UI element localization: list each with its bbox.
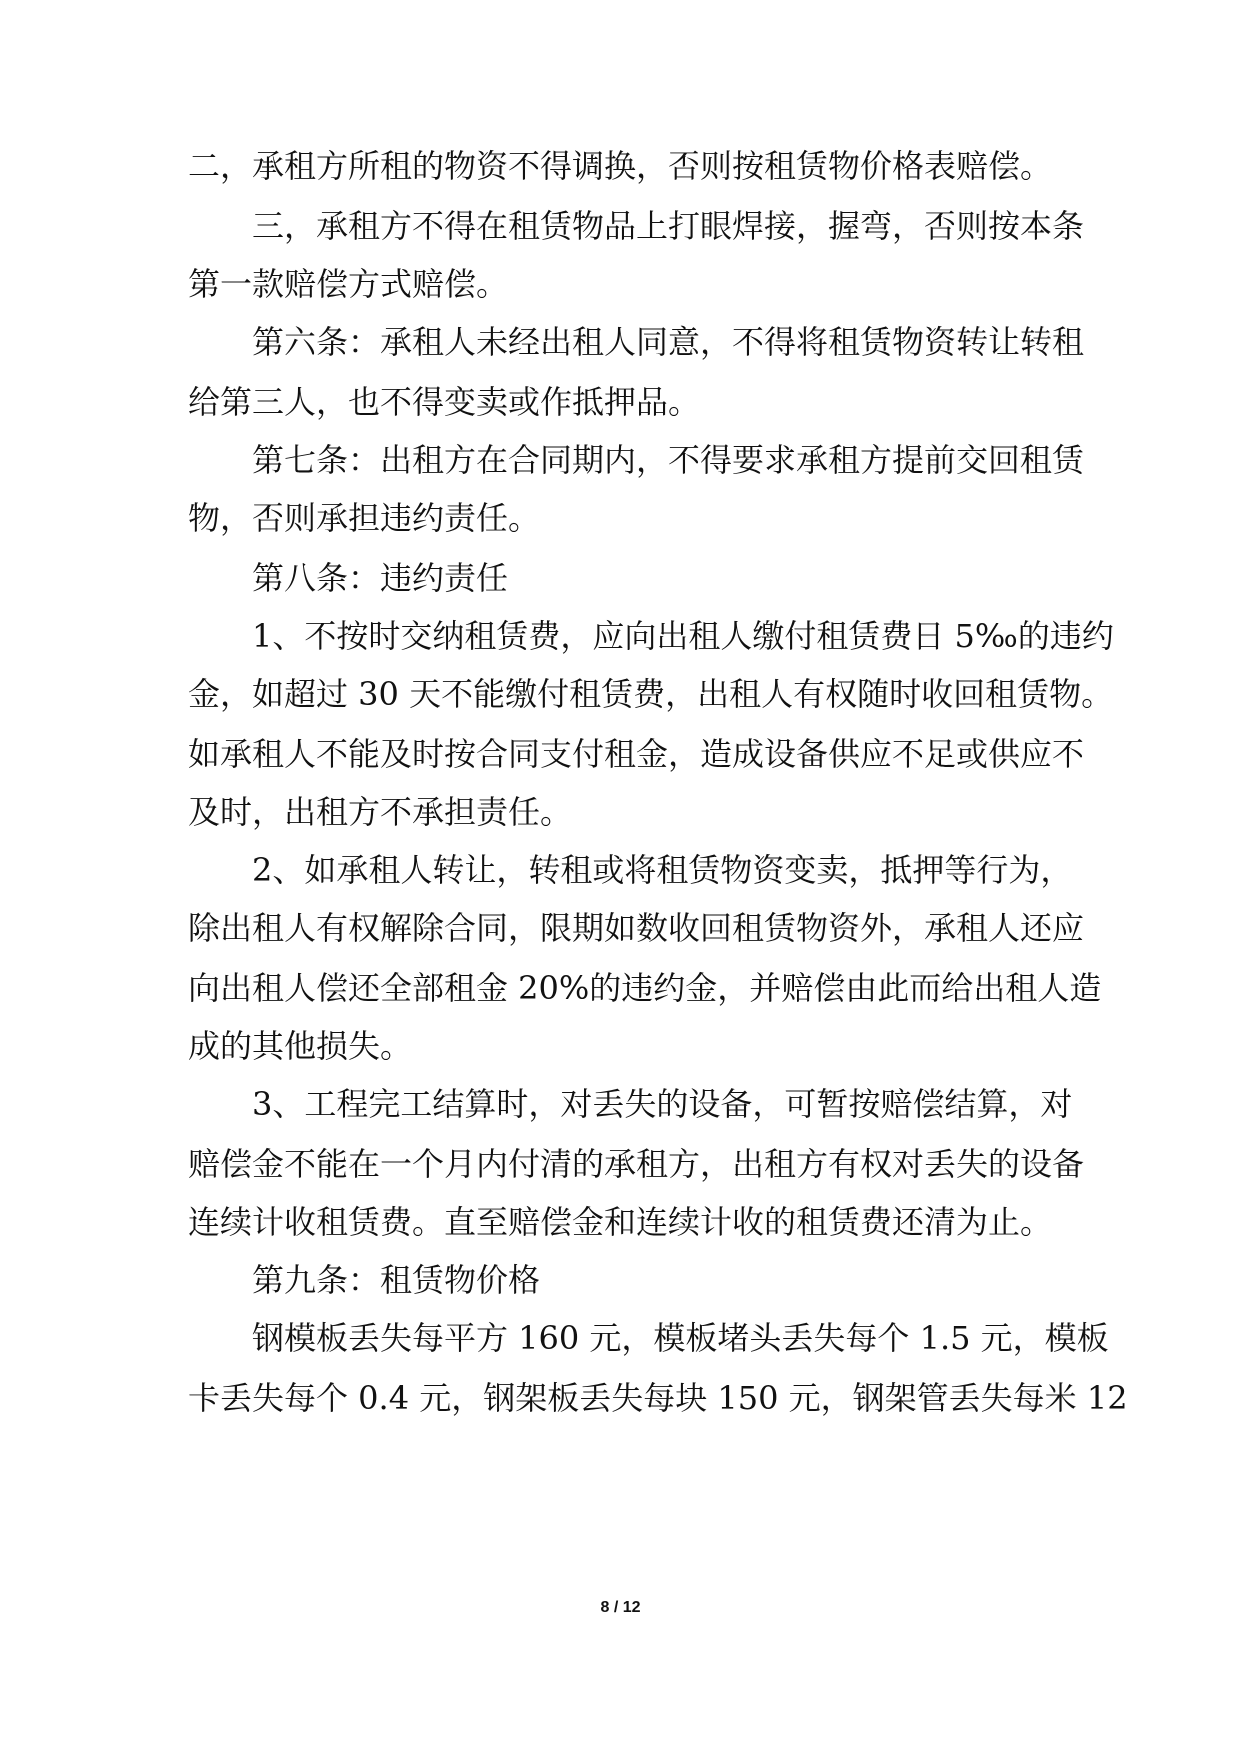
text-line: 赔偿金不能在一个月内付清的承租方，出租方有权对丢失的设备 bbox=[188, 1145, 1085, 1183]
text-line: 连续计收租赁费。直至赔偿金和连续计收的租赁费还清为止。 bbox=[188, 1203, 1053, 1241]
text-line: 第七条：出租方在合同期内，不得要求承租方提前交回租赁 bbox=[252, 441, 1085, 479]
text-line: 向出租人偿还全部租金 20%的违约金，并赔偿由此而给出租人造 bbox=[188, 969, 1102, 1007]
text-line: 2、如承租人转让，转租或将租赁物资变卖，抵押等行为， bbox=[252, 851, 1073, 889]
text-line: 第一款赔偿方式赔偿。 bbox=[188, 265, 509, 303]
text-line: 第六条：承租人未经出租人同意，不得将租赁物资转让转租 bbox=[252, 323, 1085, 361]
text-line: 及时，出租方不承担责任。 bbox=[188, 793, 573, 831]
section-heading: 第八条：违约责任 bbox=[252, 559, 509, 597]
text-line: 三，承租方不得在租赁物品上打眼焊接，握弯，否则按本条 bbox=[252, 207, 1085, 245]
text-line: 给第三人，也不得变卖或作抵押品。 bbox=[188, 383, 701, 421]
page-number: 8 / 12 bbox=[600, 1599, 641, 1616]
text-line: 卡丢失每个 0.4 元，钢架板丢失每块 150 元，钢架管丢失每米 12 bbox=[188, 1379, 1128, 1417]
text-line: 成的其他损失。 bbox=[188, 1027, 413, 1065]
text-line: 3、工程完工结算时，对丢失的设备，可暂按赔偿结算，对 bbox=[252, 1085, 1073, 1123]
text-line: 1、不按时交纳租赁费，应向出租人缴付租赁费日 5‰的违约 bbox=[252, 617, 1114, 655]
text-line: 二，承租方所租的物资不得调换，否则按租赁物价格表赔偿。 bbox=[188, 147, 1053, 185]
text-line: 除出租人有权解除合同，限期如数收回租赁物资外，承租人还应 bbox=[188, 909, 1085, 947]
text-line: 金，如超过 30 天不能缴付租赁费，出租人有权随时收回租赁物。 bbox=[188, 675, 1114, 713]
text-line: 如承租人不能及时按合同支付租金，造成设备供应不足或供应不 bbox=[188, 735, 1085, 773]
text-line: 物，否则承担违约责任。 bbox=[188, 499, 541, 537]
text-line: 钢模板丢失每平方 160 元，模板堵头丢失每个 1.5 元，模板 bbox=[252, 1319, 1109, 1357]
section-heading: 第九条：租赁物价格 bbox=[252, 1261, 541, 1299]
